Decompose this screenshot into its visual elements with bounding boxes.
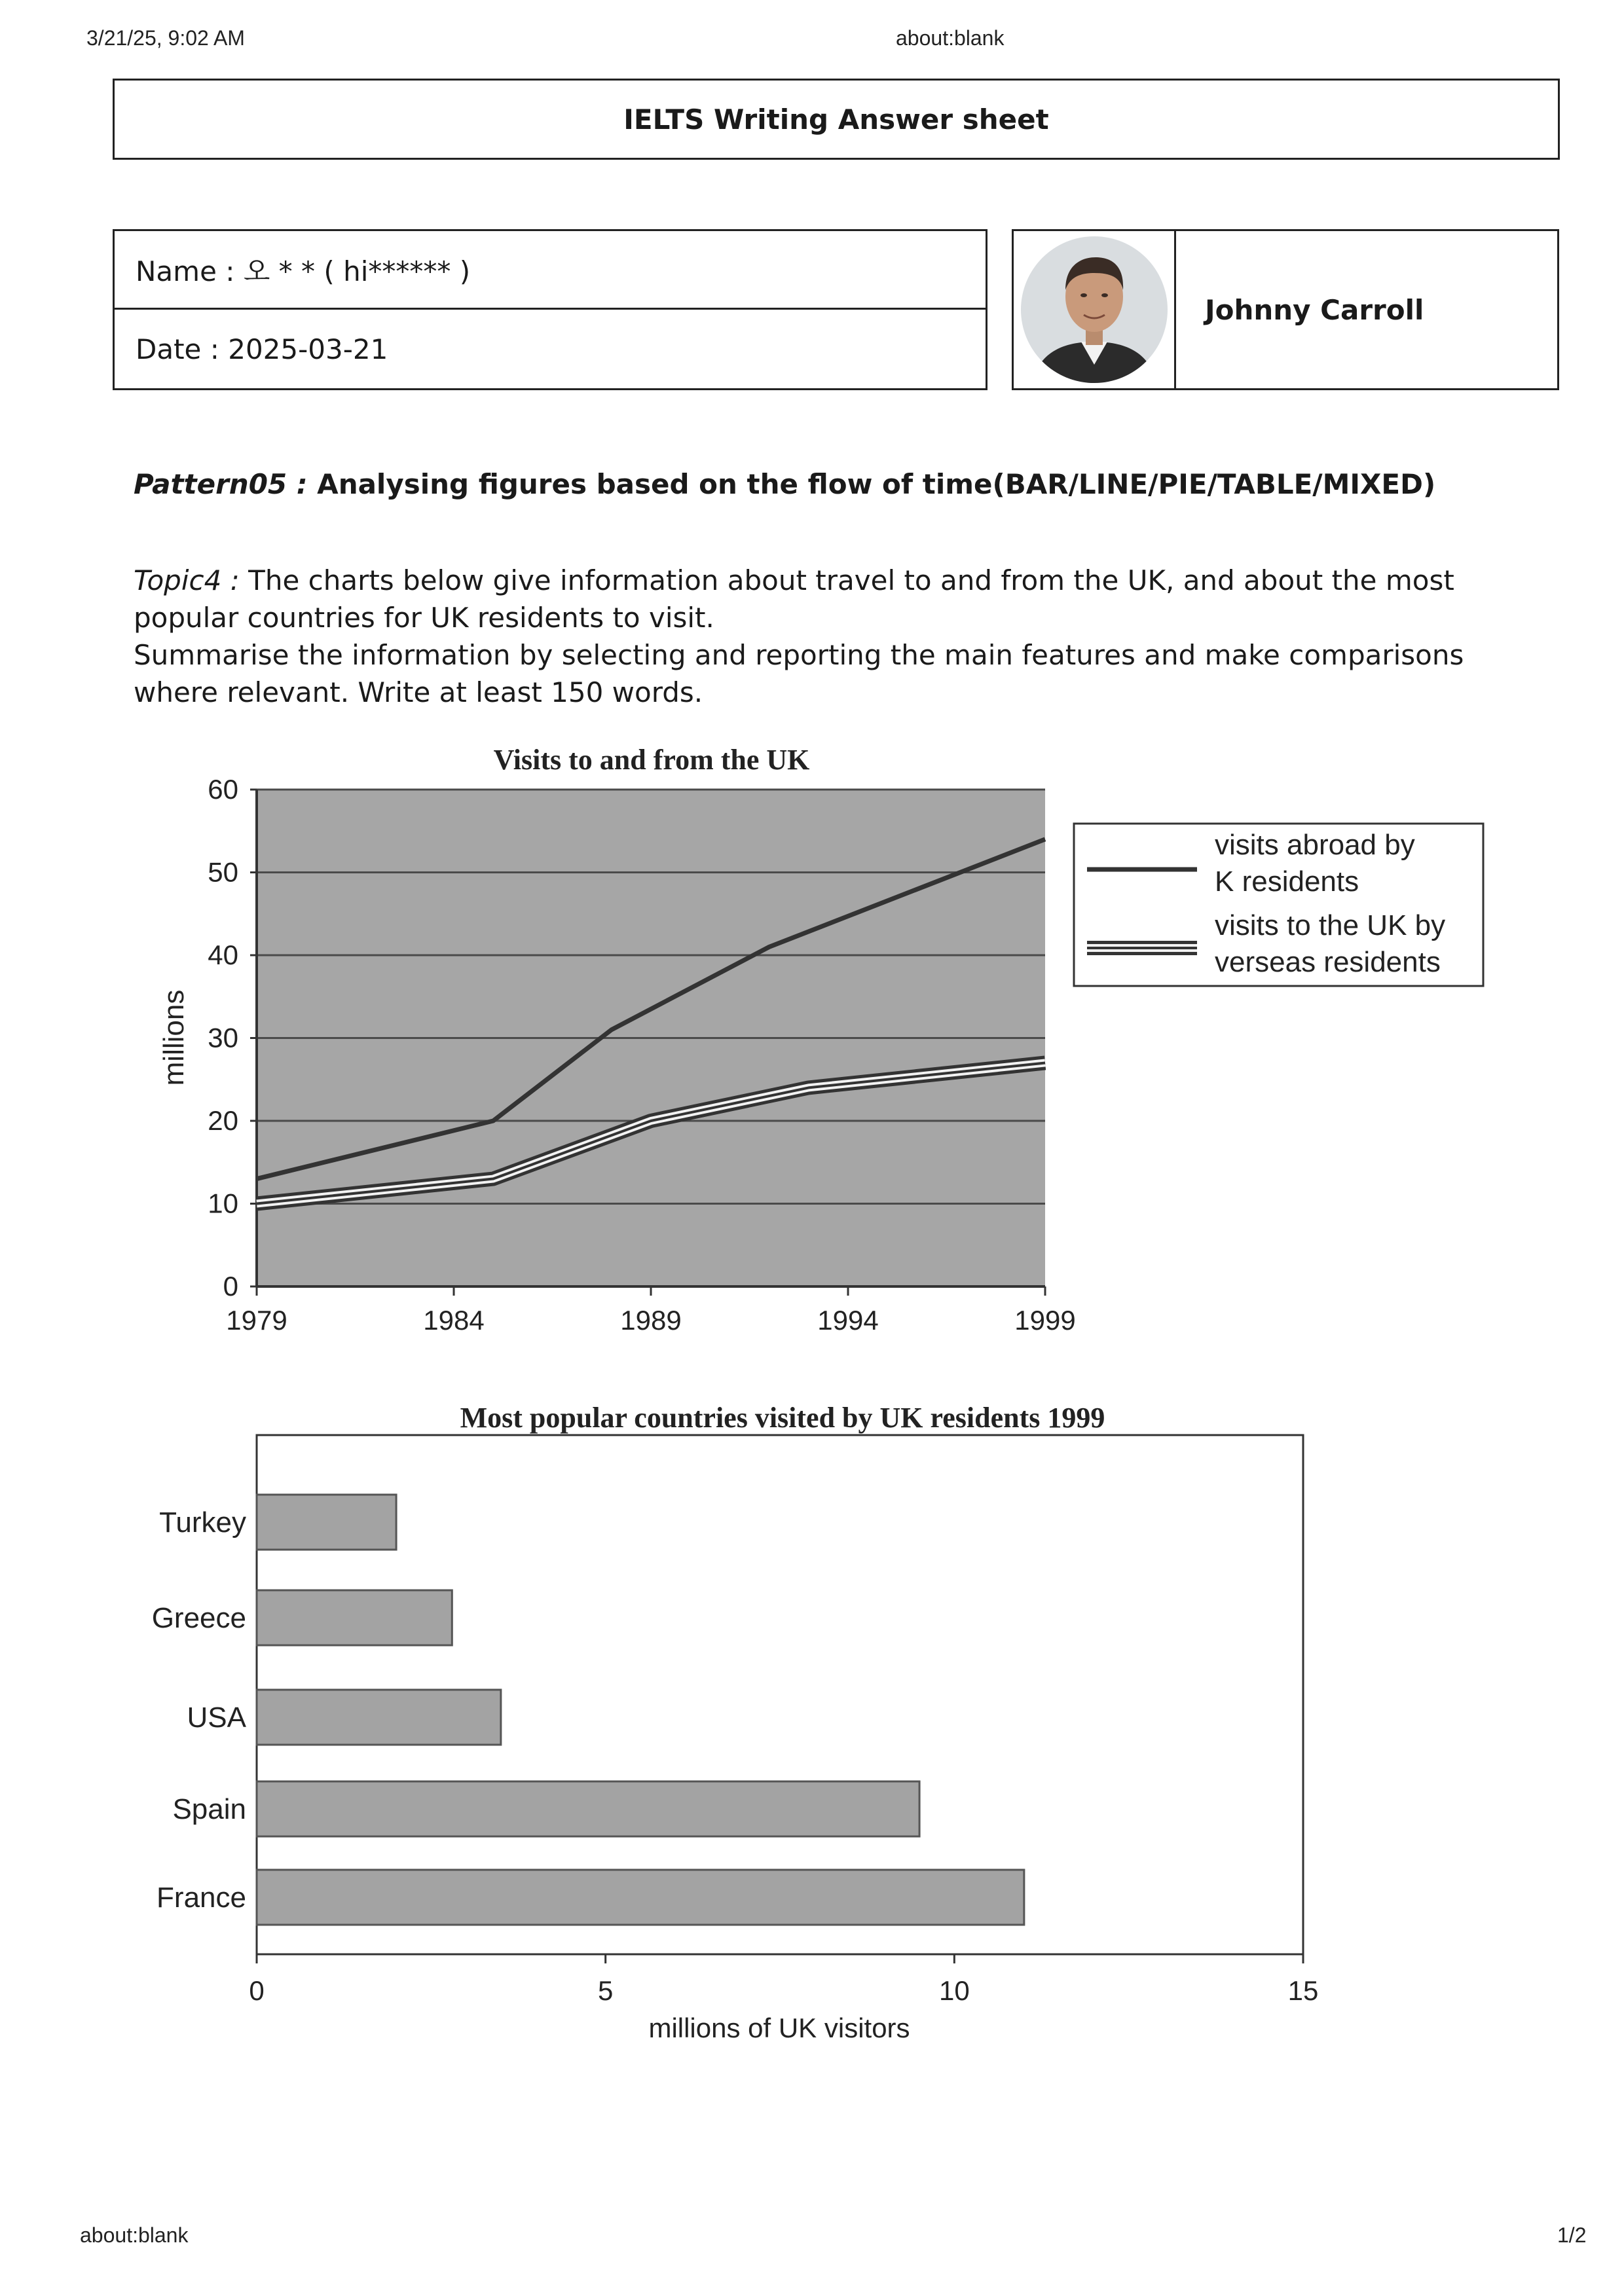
line-chart <box>158 744 1483 1336</box>
bar-chart <box>152 1402 1319 2043</box>
bar-chart-title: Most popular countries visited by UK residents 1999 <box>460 1402 1105 1434</box>
bar-turkey <box>257 1495 396 1550</box>
bar-x-tick-label-5: 5 <box>597 1975 614 2006</box>
bar-france <box>257 1870 1024 1925</box>
submission-date: Date : 2025-03-21 <box>136 333 388 365</box>
bar-greece <box>257 1590 452 1645</box>
bar-chart-x-label: millions of UK visitors <box>648 2013 910 2043</box>
x-tick-label-1994: 1994 <box>817 1305 879 1336</box>
topic-label: Topic4 : <box>134 564 240 596</box>
legend-label-abroad-l1: visits abroad by <box>1215 829 1423 861</box>
x-tick-label-1984: 1984 <box>423 1305 485 1336</box>
print-url: about:blank <box>896 26 1005 50</box>
sheet-title: IELTS Writing Answer sheet <box>623 103 1049 136</box>
x-tick-label-1979: 1979 <box>226 1305 287 1336</box>
bar-label-france: France <box>157 1882 246 1914</box>
y-tick-label-30: 30 <box>208 1022 238 1053</box>
footer-page-number: 1/2 <box>1557 2223 1587 2247</box>
footer-url: about:blank <box>80 2223 189 2247</box>
y-tick-label-10: 10 <box>208 1188 238 1219</box>
y-tick-label-50: 50 <box>208 856 238 888</box>
x-tick-label-1989: 1989 <box>620 1305 682 1336</box>
pattern-label: Pattern05 : <box>134 468 308 500</box>
bar-spain <box>257 1781 919 1836</box>
line-chart-y-label: millions <box>158 989 190 1086</box>
legend-label-abroad-l2: K residents <box>1215 866 1359 898</box>
line-chart-title: Visits to and from the UK <box>493 744 810 776</box>
x-tick-label-1999: 1999 <box>1014 1305 1076 1336</box>
bar-x-tick-label-0: 0 <box>249 1975 265 2006</box>
y-tick-label-40: 40 <box>208 939 238 970</box>
bar-label-spain: Spain <box>172 1793 246 1825</box>
y-tick-label-20: 20 <box>208 1105 238 1136</box>
y-tick-label-0: 0 <box>223 1271 238 1302</box>
bar-label-usa: USA <box>187 1702 246 1734</box>
y-tick-label-60: 60 <box>208 774 238 805</box>
legend-label-overseas-l2: verseas residents <box>1215 946 1441 978</box>
topic-line-2: Summarise the information by selecting and reporting the main features and make comparisons where relevant. Write at least 150 words. <box>134 639 1464 708</box>
bar-label-greece: Greece <box>151 1602 246 1634</box>
bar-x-tick-label-15: 15 <box>1287 1975 1319 2006</box>
bar-x-tick-label-10: 10 <box>938 1975 970 2006</box>
legend-label-overseas-l1: visits to the UK by <box>1215 909 1454 941</box>
teacher-name: Johnny Carroll <box>1205 293 1424 326</box>
bar-usa <box>257 1690 501 1745</box>
print-timestamp: 3/21/25, 9:02 AM <box>86 26 245 50</box>
student-name: Name : 오 * * ( hi****** ) <box>115 231 986 310</box>
line-chart-legend <box>1074 824 1483 986</box>
topic-line-1: The charts below give information about travel to and from the UK, and about the most popular countries for UK residents to visit. <box>134 564 1454 634</box>
bar-label-turkey: Turkey <box>159 1506 246 1539</box>
pattern-text: Analysing figures based on the flow of time(BAR/LINE/PIE/TABLE/MIXED) <box>307 468 1436 500</box>
